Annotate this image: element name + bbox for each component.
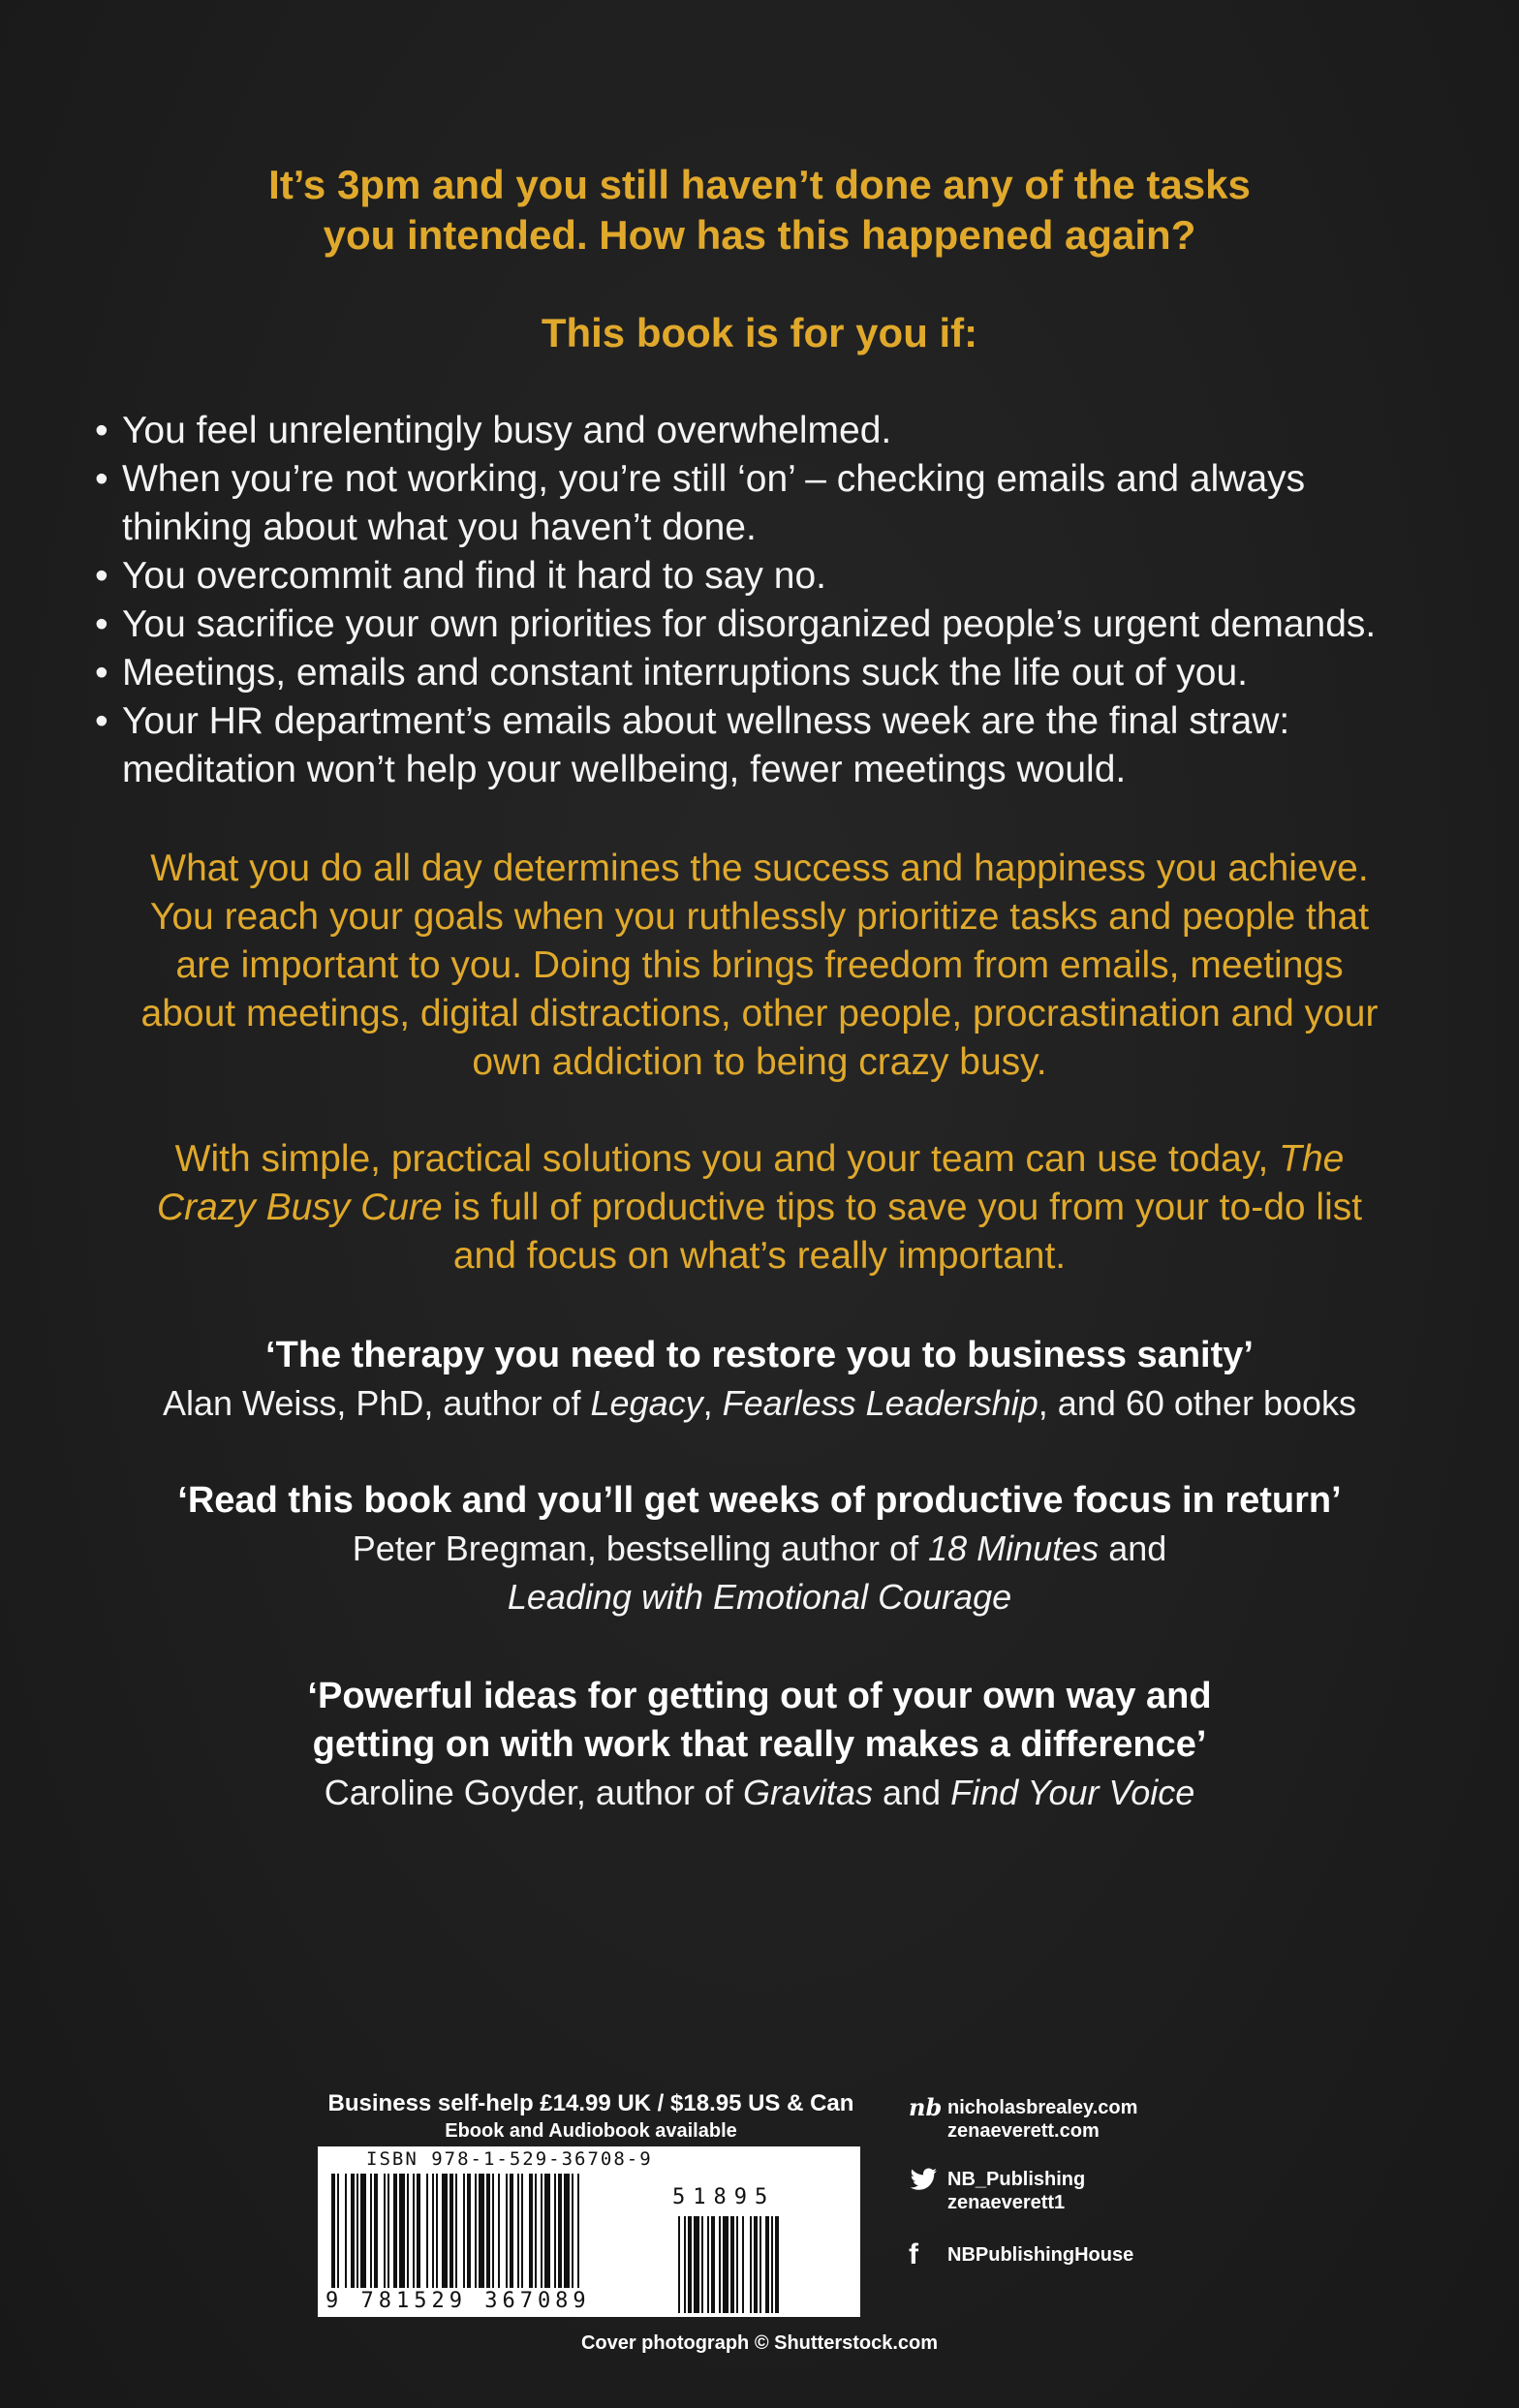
- barcode-bar: [463, 2174, 465, 2288]
- barcode-bar: [486, 2174, 490, 2288]
- website-link: nicholasbrealey.com: [947, 2097, 1138, 2118]
- barcode-bar: [388, 2174, 389, 2288]
- barcode-bar: [498, 2174, 500, 2288]
- twitter-handle: NB_Publishing: [947, 2169, 1086, 2190]
- barcode-bar: [558, 2174, 562, 2288]
- barcode-bar: [467, 2174, 471, 2288]
- book-title: Crazy Busy Cure: [156, 1187, 443, 1228]
- barcode-bar: [331, 2174, 335, 2288]
- price-addon-code: 51895: [672, 2185, 776, 2209]
- addon-bar: [742, 2216, 744, 2313]
- barcode-bar: [529, 2174, 533, 2288]
- book-title: The: [1279, 1138, 1345, 1180]
- barcode-bar: [337, 2174, 339, 2288]
- publisher-links: [907, 2093, 1410, 2270]
- barcode-bar: [541, 2174, 542, 2288]
- endorsement-attribution: Caroline Goyder, author of Gravitas and Find Your Voice: [324, 1773, 1195, 1812]
- addon-bar: [723, 2216, 728, 2313]
- barcode-bar: [436, 2174, 438, 2288]
- addon-bar: [765, 2216, 769, 2313]
- bullet-icon: •: [95, 555, 108, 597]
- barcode-bar: [356, 2174, 358, 2288]
- addon-bar: [736, 2216, 738, 2313]
- bullet-item: • You feel unrelentingly busy and overwhelmed.: [93, 407, 1469, 455]
- barcode-bar: [564, 2174, 570, 2288]
- barcode-bar: [572, 2174, 574, 2288]
- barcode-bar: [492, 2174, 494, 2288]
- addon-bar: [750, 2216, 752, 2313]
- barcode-bar: [345, 2174, 347, 2288]
- barcode-bar: [521, 2174, 523, 2288]
- bullet-item: • Meetings, emails and constant interruptions suck the life out of you.: [93, 649, 1469, 697]
- ean-number: 9 781529 367089: [326, 2289, 591, 2313]
- barcode-bar: [399, 2174, 405, 2288]
- endorsement-attribution: Alan Weiss, PhD, author of Legacy, Fearless Leadership, and 60 other books: [162, 1383, 1357, 1423]
- barcode-bar: [413, 2174, 415, 2288]
- barcode-bar: [351, 2174, 355, 2288]
- bullet-icon: •: [95, 603, 108, 645]
- endorsement-quote: ‘Powerful ideas for getting out of your own way and getting on with work that really makes a difference’: [307, 1676, 1212, 1765]
- barcode-bar: [510, 2174, 513, 2288]
- endorsement-quote: ‘The therapy you need to restore you to business sanity’: [265, 1335, 1254, 1375]
- barcode-bar: [442, 2174, 448, 2288]
- barcode-bar: [407, 2174, 409, 2288]
- endorsement-quote: ‘Read this book and you’ll get weeks of productive focus in return’: [177, 1480, 1342, 1521]
- barcode-bar: [479, 2174, 484, 2288]
- headline: [0, 160, 1519, 261]
- for-who-heading: This book is for you if:: [541, 310, 978, 355]
- facebook-icon: f: [909, 2238, 918, 2270]
- isbn-text: ISBN 978-1-529-36708-9: [366, 2148, 653, 2170]
- barcode-bar: [450, 2174, 453, 2288]
- bullet-icon: •: [95, 410, 108, 451]
- addon-bar: [754, 2216, 758, 2313]
- barcode-bar: [426, 2174, 428, 2288]
- description-paragraph-1: What you do all day determines the success and happiness you achieve. You reach your goals when you ruthlessly prioritize tasks and people that are important to you. Doing this brings freedom from emails, meetings about meetings, digital distractions, other people, procrastination and your own addiction to being crazy busy.: [140, 848, 1379, 1083]
- headline-line-1: It’s 3pm and you still haven’t done any of the tasks: [268, 162, 1251, 207]
- barcode-bar: [577, 2174, 579, 2288]
- addon-bar: [711, 2216, 715, 2313]
- bullet-list: [93, 407, 1469, 794]
- facebook-page: NBPublishingHouse: [947, 2244, 1134, 2266]
- barcode-bar: [370, 2174, 372, 2288]
- barcode-bar: [360, 2174, 366, 2288]
- twitter-links: [907, 2168, 1410, 2214]
- bullet-item: • You overcommit and find it hard to say no.: [93, 552, 1469, 601]
- bullet-item: • Your HR department’s emails about wellness week are the final straw: meditation won’t help your wellbeing, fewer meetings would.: [93, 697, 1469, 794]
- bullet-icon: •: [95, 700, 108, 742]
- formats-line: Ebook and Audiobook available: [445, 2120, 737, 2142]
- barcode-bar: [374, 2174, 378, 2288]
- addon-bar: [771, 2216, 773, 2313]
- barcode-bar: [432, 2174, 434, 2288]
- addon-bar: [730, 2216, 734, 2313]
- addon-bar: [760, 2216, 761, 2313]
- endorsement-1: [58, 1331, 1461, 1428]
- description-paragraph-2: With simple, practical solutions you and your team can use today, The Crazy Busy Cure is full of productive tips to save you from your to-do list and focus on what’s really important.: [156, 1138, 1363, 1277]
- isbn-barcode: [318, 2146, 860, 2317]
- headline-line-2: you intended. How has this happened again?: [323, 212, 1196, 258]
- addon-bar: [707, 2216, 709, 2313]
- photo-credit: Cover photograph © Shutterstock.com: [580, 2332, 939, 2354]
- twitter-handle: zenaeverett1: [947, 2192, 1066, 2213]
- bullet-item: • You sacrifice your own priorities for disorganized people’s urgent demands.: [93, 601, 1469, 649]
- website-links: [907, 2093, 1410, 2143]
- barcode-bar: [384, 2174, 386, 2288]
- addon-bar: [694, 2216, 699, 2313]
- barcode-bar: [535, 2174, 537, 2288]
- addon-bar: [688, 2216, 692, 2313]
- addon-bar: [775, 2216, 779, 2313]
- website-link: zenaeverett.com: [947, 2120, 1100, 2142]
- facebook-link: [907, 2238, 1410, 2270]
- bullet-icon: •: [95, 652, 108, 694]
- endorsement-2: [58, 1476, 1461, 1621]
- addon-bar: [701, 2216, 703, 2313]
- price-info: [310, 2089, 872, 2144]
- addon-bar: [678, 2216, 680, 2313]
- barcode-bar: [506, 2174, 508, 2288]
- bullet-item: • When you’re not working, you’re still ‘on’ – checking emails and always thinking about what you haven’t done.: [93, 455, 1469, 552]
- publisher-logo-icon: nb: [909, 2093, 943, 2121]
- barcode-bar: [393, 2174, 397, 2288]
- price-line: Business self-help £14.99 UK / $18.95 US & Can: [327, 2090, 854, 2116]
- addon-bar: [719, 2216, 721, 2313]
- endorsement-3: [58, 1672, 1461, 1817]
- barcode-bar: [455, 2174, 457, 2288]
- endorsement-attribution: Peter Bregman, bestselling author of 18 Minutes and Leading with Emotional Courage: [352, 1528, 1167, 1617]
- bullet-icon: •: [95, 458, 108, 500]
- barcode-bar: [554, 2174, 556, 2288]
- addon-bar: [684, 2216, 686, 2313]
- barcode-bar: [517, 2174, 519, 2288]
- barcode-bar: [544, 2174, 550, 2288]
- barcode-bar: [417, 2174, 420, 2288]
- twitter-bird-icon: [909, 2168, 938, 2197]
- barcode-bar: [475, 2174, 477, 2288]
